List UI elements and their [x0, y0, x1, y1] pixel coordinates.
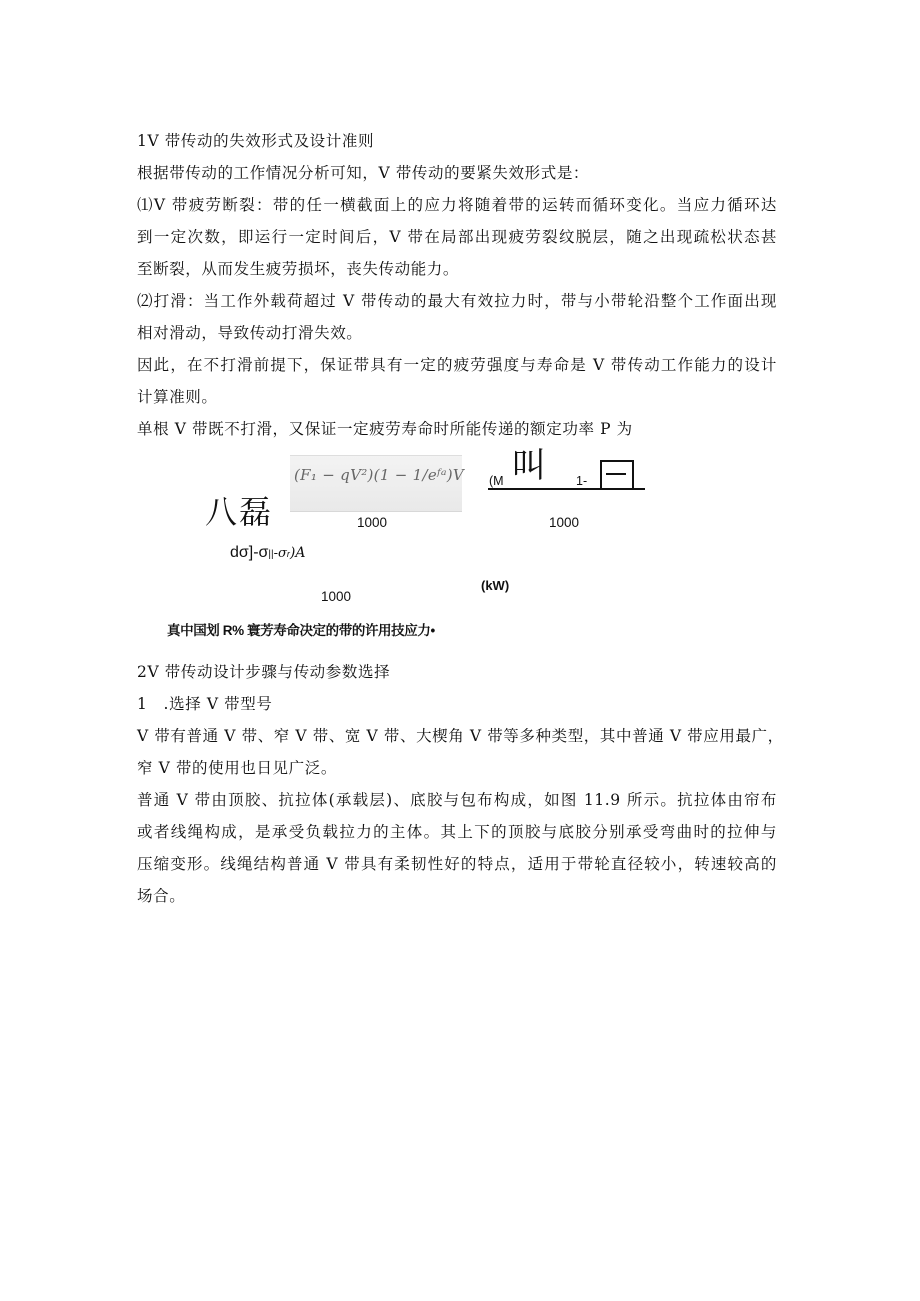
- paragraph-structure-line-4: 场合。: [137, 887, 186, 905]
- paragraph-fatigue-line-2: 到一定次数，即运行一定时间后，V 带在局部出现疲劳裂纹脱层，随之出现疏松状态甚: [137, 228, 777, 246]
- section-1-heading: 1V 带传动的失效形式及设计准则: [137, 132, 375, 150]
- formula-denominator-2: 1000: [549, 515, 580, 530]
- paragraph-fatigue-line-1: ⑴V 带疲劳断裂：带的任一横截面上的应力将随着带的运转而循环变化。当应力循环达: [137, 196, 777, 214]
- formula-second-line: [230, 544, 305, 562]
- formula-second-line-tail: -σ: [273, 546, 287, 561]
- formula-second-line-head: dσ]-σ: [230, 544, 269, 561]
- subsection-select-type: 1 .选择 V 带型号: [137, 695, 273, 713]
- formula-second-line-sub: ||: [268, 549, 274, 560]
- formula-note: 真中国划 R% 寰芳寿命决定的带的许用技应力•: [167, 623, 435, 638]
- paragraph-fatigue-line-3: 至断裂，从而发生疲劳损坏，丧失传动能力。: [137, 260, 460, 278]
- formula-denominator-3: 1000: [321, 589, 352, 604]
- formula-middle-prefix: (M: [489, 474, 504, 488]
- formula-unit: (kW): [481, 578, 510, 593]
- formula-fraction-rule: [488, 488, 645, 490]
- section-2-heading: 2V 带传动设计步骤与传动参数选择: [137, 663, 391, 681]
- paragraph-structure-line-1: 普通 V 带由顶胶、抗拉体(承载层)、底胶与包布构成，如图 11.9 所示。抗拉体由帘布: [137, 791, 777, 809]
- paragraph-power-intro: 单根 V 带既不打滑，又保证一定疲劳寿命时所能传递的额定功率 P 为: [137, 420, 633, 438]
- paragraph-types-line-2: 窄 V 带的使用也日见广泛。: [137, 759, 337, 777]
- paragraph-intro: 根据带传动的工作情况分析可知，V 带传动的要紧失效形式是：: [137, 164, 590, 182]
- formula-box-bar: [606, 473, 626, 475]
- formula-second-line-tail-sub: r: [286, 549, 290, 559]
- formula-middle-glyph: 叫: [512, 446, 546, 486]
- formula-image: [290, 455, 465, 512]
- paragraph-criterion-line-1: 因此，在不打滑前提下，保证带具有一定的疲劳强度与寿命是 V 带传动工作能力的设计: [137, 356, 777, 374]
- formula-middle-suffix: 1-: [576, 474, 588, 488]
- paragraph-slip-line-1: ⑵打滑：当工作外载荷超过 V 带传动的最大有效拉力时，带与小带轮沿整个工作面出现: [137, 292, 777, 310]
- paragraph-structure-line-2: 或者线绳构成，是承受负载拉力的主体。其上下的顶胶与底胶分别承受弯曲时的拉伸与: [137, 823, 777, 841]
- paragraph-structure-line-3: 压缩变形。线绳结构普通 V 带具有柔韧性好的特点，适用于带轮直径较小，转速较高的: [137, 855, 777, 873]
- paragraph-criterion-line-2: 计算准则。: [137, 388, 218, 406]
- formula-left-glyph: 八磊: [205, 493, 274, 531]
- formula-image-text: (F₁ − qV²)(1 − 1/eᶠᵃ)V: [294, 466, 465, 484]
- formula-second-line-end: )A: [289, 545, 306, 561]
- paragraph-types-line-1: V 带有普通 V 带、窄 V 带、宽 V 带、大楔角 V 带等多种类型，其中普通 V 带应用最广，: [137, 727, 784, 745]
- formula-denominator-1: 1000: [357, 515, 388, 530]
- paragraph-slip-line-2: 相对滑动，导致传动打滑失效。: [137, 324, 363, 342]
